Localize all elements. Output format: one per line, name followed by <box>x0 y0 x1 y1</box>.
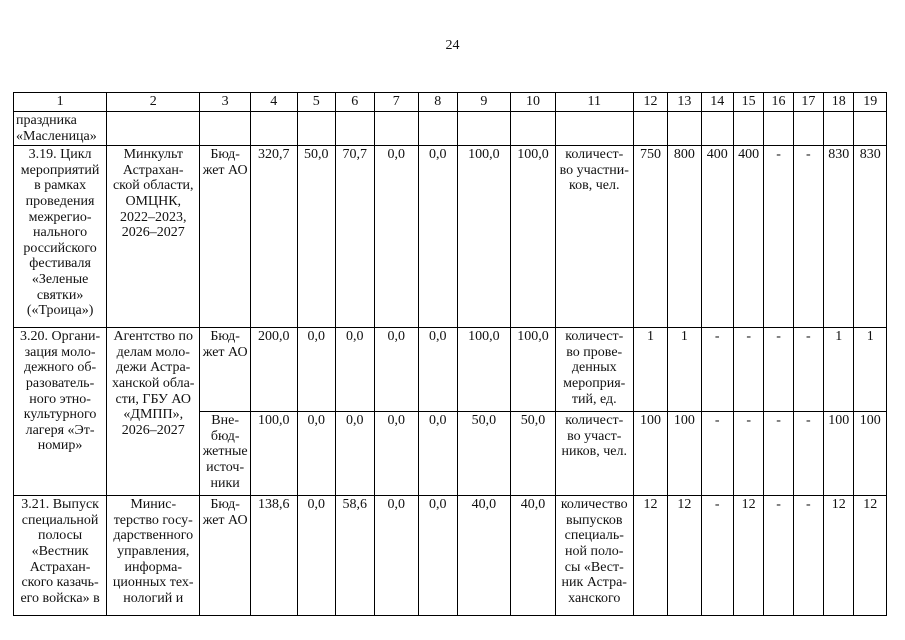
event-cell: 3.21. Выпуск специальной полосы «Вестник Астрахан- ского казачь- его войска» в <box>14 496 107 616</box>
table-cell <box>419 112 457 146</box>
value-cell: 0,0 <box>419 328 457 412</box>
col-header: 17 <box>793 93 823 112</box>
value-cell: 0,0 <box>336 328 374 412</box>
value-cell: 12 <box>633 496 667 616</box>
table-cell <box>764 112 793 146</box>
value-cell: 100 <box>854 412 887 496</box>
value-cell: 100 <box>633 412 667 496</box>
value-cell: - <box>764 328 793 412</box>
value-cell: - <box>764 412 793 496</box>
value-cell: - <box>793 496 823 616</box>
value-cell: 750 <box>633 146 667 328</box>
value-cell: 400 <box>733 146 763 328</box>
col-header: 10 <box>511 93 556 112</box>
col-header: 15 <box>733 93 763 112</box>
value-cell: 1 <box>824 328 854 412</box>
value-cell: 40,0 <box>457 496 511 616</box>
value-cell: 0,0 <box>336 412 374 496</box>
indicator-cell: количест- во участ- ников, чел. <box>555 412 633 496</box>
value-cell: 0,0 <box>419 146 457 328</box>
value-cell: 0,0 <box>297 412 335 496</box>
source-cell: Бюд- жет АО <box>200 328 251 412</box>
value-cell: - <box>793 412 823 496</box>
col-header: 12 <box>633 93 667 112</box>
value-cell: 50,0 <box>457 412 511 496</box>
value-cell: 1 <box>633 328 667 412</box>
value-cell: 12 <box>668 496 701 616</box>
value-cell: 100,0 <box>457 146 511 328</box>
executor-cell: Минис- терство госу- дарственного управления, информа- ционных тех- нологий и <box>107 496 200 616</box>
table-cell <box>633 112 667 146</box>
col-header: 1 <box>14 93 107 112</box>
source-cell: Бюд- жет АО <box>200 496 251 616</box>
value-cell: 100 <box>824 412 854 496</box>
table-row <box>14 328 887 412</box>
value-cell: 320,7 <box>250 146 297 328</box>
table-cell <box>793 112 823 146</box>
value-cell: 40,0 <box>511 496 556 616</box>
indicator-cell: количест- во участни- ков, чел. <box>555 146 633 328</box>
value-cell: 0,0 <box>374 496 419 616</box>
col-header: 16 <box>764 93 793 112</box>
table-cell <box>824 112 854 146</box>
value-cell: 0,0 <box>419 496 457 616</box>
value-cell: 0,0 <box>297 328 335 412</box>
value-cell: - <box>701 496 733 616</box>
value-cell: - <box>733 412 763 496</box>
table-row <box>14 496 887 616</box>
table-cell <box>374 112 419 146</box>
col-header: 8 <box>419 93 457 112</box>
table-cell <box>336 112 374 146</box>
table-cell <box>701 112 733 146</box>
value-cell: 12 <box>854 496 887 616</box>
col-header: 2 <box>107 93 200 112</box>
table-cell <box>733 112 763 146</box>
value-cell: 12 <box>733 496 763 616</box>
indicator-cell: количество выпусков специаль- ной поло- сы «Вест- ник Астра- ханского <box>555 496 633 616</box>
value-cell: 1 <box>854 328 887 412</box>
table-cell <box>297 112 335 146</box>
value-cell: 0,0 <box>297 496 335 616</box>
table-cell <box>107 112 200 146</box>
executor-cell: Агентство по делам моло- дежи Астра- ханской обла- сти, ГБУ АО «ДМПП», 2026–2027 <box>107 328 200 496</box>
col-header: 19 <box>854 93 887 112</box>
col-header: 4 <box>250 93 297 112</box>
indicator-cell: количест- во прове- денных мероприя- тий, ед. <box>555 328 633 412</box>
value-cell: 100,0 <box>511 328 556 412</box>
value-cell: 100,0 <box>457 328 511 412</box>
col-header: 9 <box>457 93 511 112</box>
value-cell: 0,0 <box>419 412 457 496</box>
value-cell: 58,6 <box>336 496 374 616</box>
value-cell: 70,7 <box>336 146 374 328</box>
table-row <box>14 112 887 146</box>
table-cell <box>511 112 556 146</box>
value-cell: 50,0 <box>297 146 335 328</box>
col-header: 11 <box>555 93 633 112</box>
header-row <box>14 93 887 112</box>
value-cell: - <box>764 496 793 616</box>
table-cell <box>854 112 887 146</box>
value-cell: 0,0 <box>374 328 419 412</box>
value-cell: 400 <box>701 146 733 328</box>
value-cell: - <box>793 146 823 328</box>
program-table <box>13 92 887 616</box>
page-number: 24 <box>445 38 460 53</box>
value-cell: 800 <box>668 146 701 328</box>
value-cell: - <box>733 328 763 412</box>
value-cell: 0,0 <box>374 146 419 328</box>
value-cell: 100,0 <box>250 412 297 496</box>
value-cell: 0,0 <box>374 412 419 496</box>
value-cell: 12 <box>824 496 854 616</box>
value-cell: - <box>701 328 733 412</box>
col-header: 7 <box>374 93 419 112</box>
value-cell: 830 <box>824 146 854 328</box>
event-cell: 3.20. Органи- зация моло- дежного об- разователь- ного этно- культурного лагеря «Эт- номир» <box>14 328 107 496</box>
value-cell: 100,0 <box>511 146 556 328</box>
table-cell <box>555 112 633 146</box>
value-cell: 50,0 <box>511 412 556 496</box>
value-cell: - <box>793 328 823 412</box>
value-cell: - <box>701 412 733 496</box>
table-cell <box>457 112 511 146</box>
col-header: 6 <box>336 93 374 112</box>
col-header: 14 <box>701 93 733 112</box>
table-cell <box>200 112 251 146</box>
col-header: 5 <box>297 93 335 112</box>
source-cell: Вне- бюд- жетные источ- ники <box>200 412 251 496</box>
source-cell: Бюд- жет АО <box>200 146 251 328</box>
value-cell: - <box>764 146 793 328</box>
value-cell: 1 <box>668 328 701 412</box>
table-cell: праздника «Масленица» <box>14 112 107 146</box>
col-header: 13 <box>668 93 701 112</box>
value-cell: 200,0 <box>250 328 297 412</box>
table-cell <box>250 112 297 146</box>
value-cell: 830 <box>854 146 887 328</box>
table-cell <box>668 112 701 146</box>
executor-cell: Минкульт Астрахан- ской области, ОМЦНК, 2022–2023, 2026–2027 <box>107 146 200 328</box>
value-cell: 138,6 <box>250 496 297 616</box>
table-row <box>14 146 887 328</box>
event-cell: 3.19. Цикл мероприятий в рамках проведения межрегио- нального российского фестиваля «Зеленые святки» («Троица») <box>14 146 107 328</box>
value-cell: 100 <box>668 412 701 496</box>
col-header: 18 <box>824 93 854 112</box>
col-header: 3 <box>200 93 251 112</box>
